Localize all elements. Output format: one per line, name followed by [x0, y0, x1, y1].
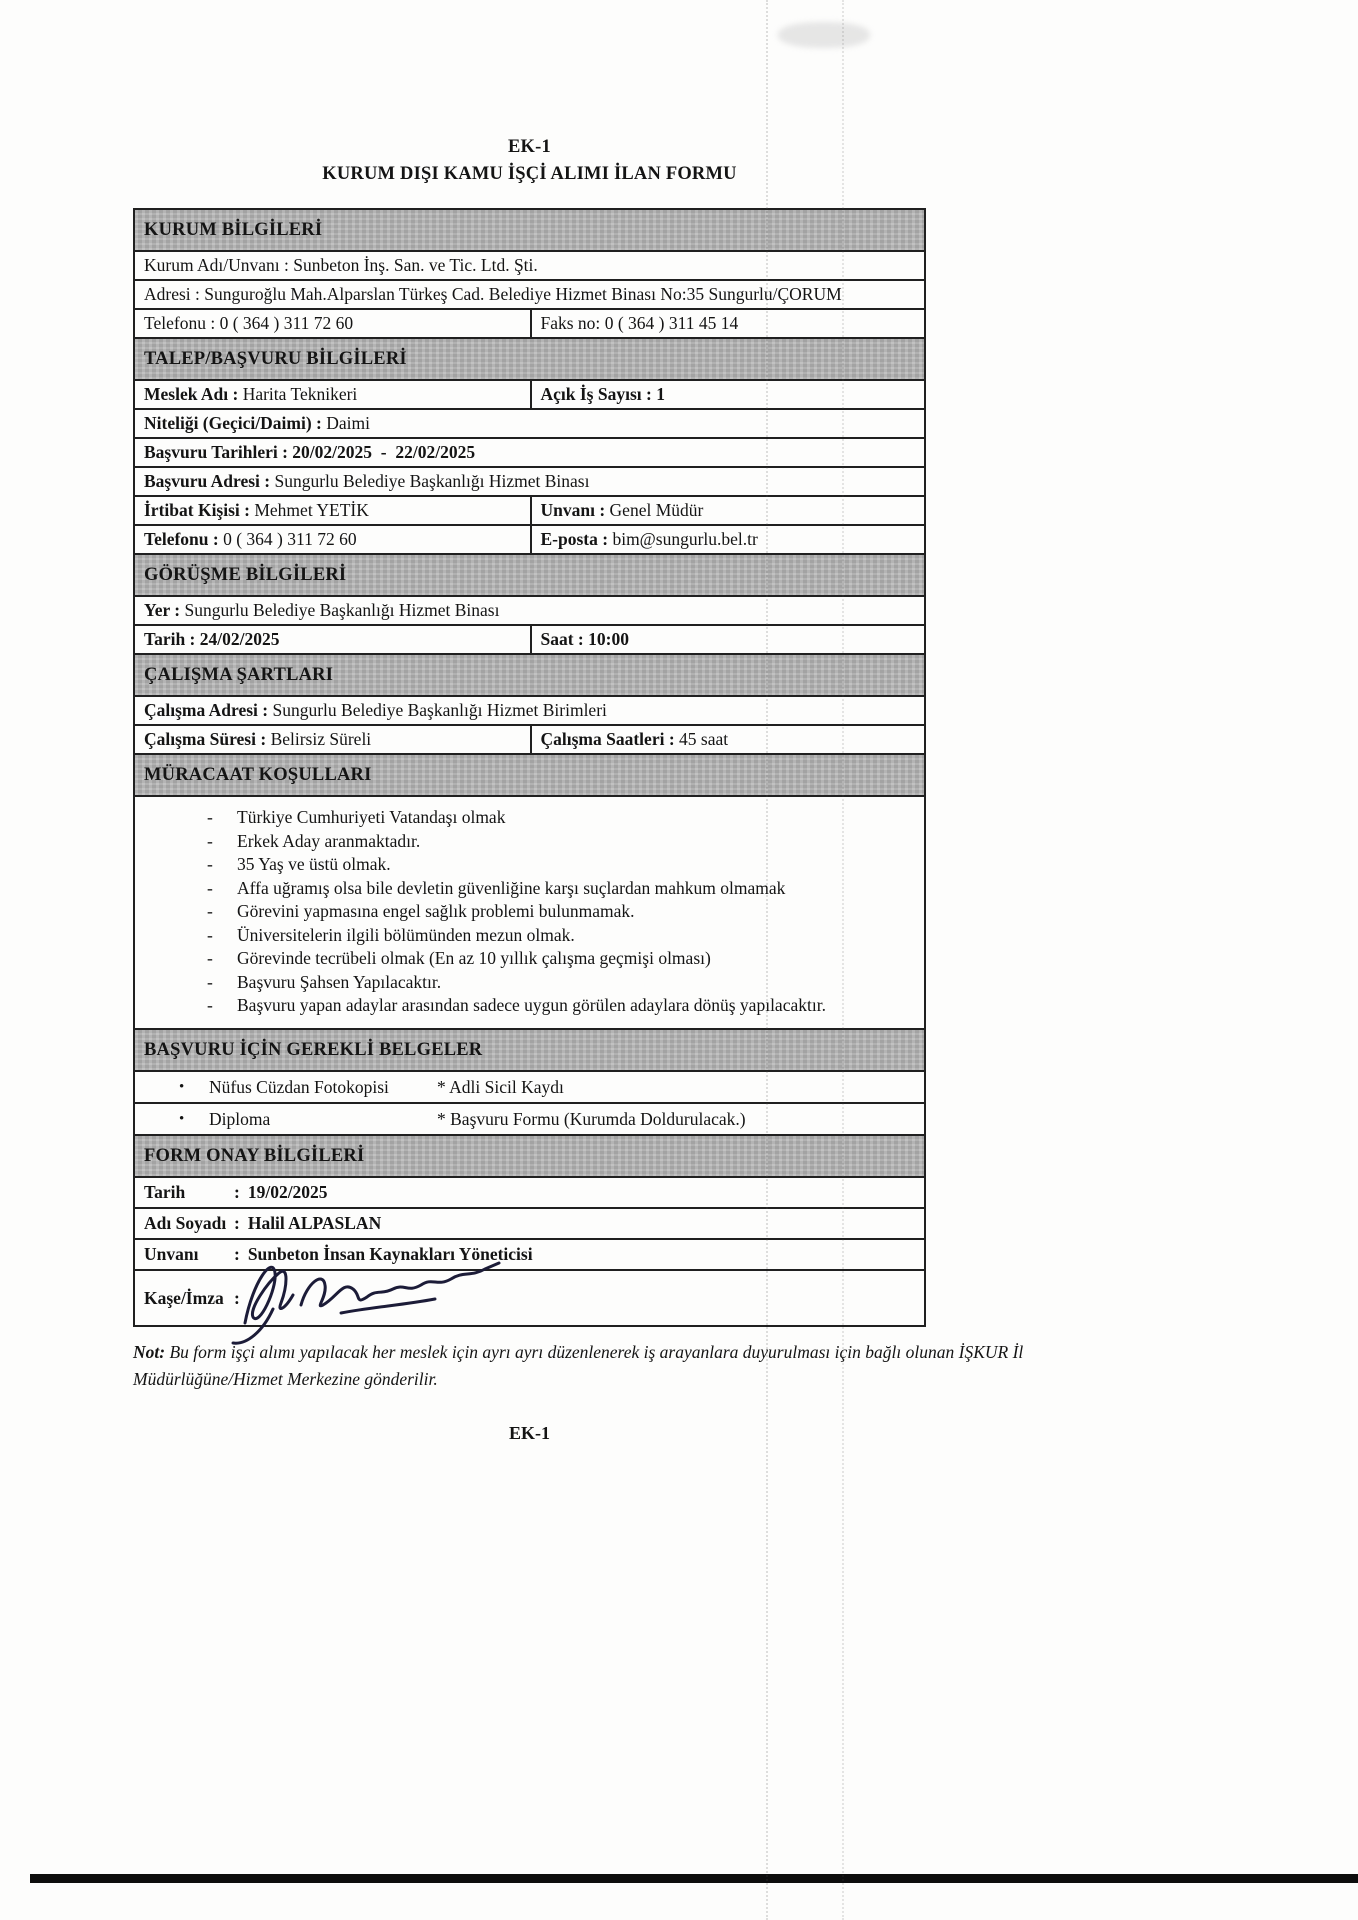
field-value: Sunguroğlu Mah.Alparslan Türkeş Cad. Belediye Hizmet Binası No:35 Sungurlu/ÇORUM	[204, 284, 842, 304]
field-label: Açık İş Sayısı :	[540, 384, 652, 404]
field-onay-unvan	[135, 1240, 924, 1269]
row-adresi	[135, 279, 924, 308]
dash-icon: -	[207, 948, 213, 968]
condition-text: Türkiye Cumhuriyeti Vatandaşı olmak	[237, 807, 506, 827]
row-yer	[135, 595, 924, 624]
field-label: İrtibat Kişisi :	[144, 500, 250, 520]
field-irtibat-kisisi	[135, 497, 530, 524]
field-value: 10:00	[588, 629, 629, 649]
dash-icon: -	[207, 830, 213, 851]
field-value: 0 ( 364 ) 311 45 14	[604, 313, 739, 333]
list-item	[135, 900, 914, 924]
condition-text: Görevinde tecrübeli olmak (En az 10 yıllık çalışma geçmişi olması)	[237, 948, 711, 968]
document-row	[135, 1102, 924, 1134]
colon-separator: :	[234, 1243, 240, 1264]
footnote-text: Bu form işçi alımı yapılacak her meslek için ayrı ayrı düzenlenerek iş arayanlara duyurulması için bağlı olunan İŞKUR İl Müdürlüğüne/Hizmet Merkezine gönderilir.	[133, 1341, 1024, 1389]
field-label: Faks no:	[540, 313, 601, 333]
field-unvani	[530, 497, 925, 524]
field-label: Unvanı :	[540, 500, 606, 520]
field-label: Unvanı	[144, 1243, 199, 1264]
footnote-label: Not:	[133, 1341, 166, 1362]
field-label: Başvuru Adresi :	[144, 471, 271, 491]
field-value: 0 ( 364 ) 311 72 60	[219, 313, 354, 333]
field-value: Sunbeton İnş. San. ve Tic. Ltd. Şti.	[293, 255, 538, 275]
field-value: 20/02/2025 - 22/02/2025	[292, 442, 476, 462]
field-kurum-adi	[135, 252, 924, 279]
field-value: Halil ALPASLAN	[247, 1212, 382, 1233]
field-label: E-posta :	[540, 529, 609, 549]
row-telefon-faks	[135, 308, 924, 337]
field-value: Sungurlu Belediye Başkanlığı Hizmet Binası	[274, 471, 590, 491]
field-telefon-talep	[135, 526, 530, 553]
field-label: Meslek Adı :	[144, 384, 239, 404]
row-kurum-adi	[135, 250, 924, 279]
dash-icon: -	[207, 924, 213, 945]
field-value: 1	[656, 384, 665, 404]
field-value: 24/02/2025	[199, 629, 280, 649]
row-niteligi	[135, 408, 924, 437]
field-acik-is-sayisi	[530, 381, 925, 408]
field-label: Niteliği (Geçici/Daimi) :	[144, 413, 322, 433]
field-value: Sunbeton İnsan Kaynakları Yöneticisi	[247, 1243, 533, 1264]
field-gorusme-saat	[530, 626, 925, 653]
scan-edge-bar-artifact	[30, 1874, 1358, 1883]
document-row	[135, 1070, 924, 1102]
field-adresi	[135, 281, 924, 308]
list-item	[135, 853, 914, 877]
colon-separator: :	[234, 1181, 240, 1202]
colon-separator: :	[234, 1287, 240, 1308]
field-label: Çalışma Süresi :	[144, 729, 267, 749]
dash-icon: -	[207, 877, 213, 898]
field-label: Telefonu :	[144, 529, 219, 549]
list-item	[135, 924, 914, 948]
field-basvuru-adresi	[135, 468, 924, 495]
dash-icon: -	[207, 971, 213, 992]
bullet-icon: •	[179, 1110, 185, 1127]
field-value: 45 saat	[679, 729, 729, 749]
field-value: bim@sungurlu.bel.tr	[612, 529, 758, 549]
condition-text: Üniversitelerin ilgili bölümünden mezun olmak.	[237, 924, 575, 945]
footnote	[133, 1339, 1143, 1393]
page-footer-code: EK-1	[508, 1422, 550, 1443]
conditions-list	[135, 806, 914, 1018]
field-value: Genel Müdür	[609, 500, 704, 520]
field-label: Adresi :	[144, 284, 200, 304]
row-tarih-saat	[135, 624, 924, 653]
row-calisma-adresi	[135, 695, 924, 724]
document-header	[133, 134, 926, 188]
field-label: Tarih	[144, 1181, 186, 1202]
field-label: Kaşe/İmza	[144, 1287, 224, 1308]
section-header-gerekli-belgeler: BAŞVURU İÇİN GEREKLİ BELGELER	[135, 1028, 924, 1070]
row-basvuru-tarihleri	[135, 437, 924, 466]
condition-text: 35 Yaş ve üstü olmak.	[237, 854, 391, 874]
row-onay-tarih	[135, 1176, 924, 1207]
section-header-gorusme: GÖRÜŞME BİLGİLERİ	[135, 553, 924, 595]
field-value: Harita Teknikeri	[242, 384, 358, 404]
list-item	[135, 877, 914, 901]
field-gorusme-tarih	[135, 626, 530, 653]
field-label: Kurum Adı/Unvanı :	[144, 255, 289, 275]
bullet-icon: •	[179, 1078, 185, 1095]
scan-smudge-artifact	[778, 22, 870, 48]
list-item	[135, 947, 914, 971]
document-item: Nüfus Cüzdan Fotokopisi	[209, 1076, 389, 1097]
field-label: Yer :	[144, 600, 181, 620]
field-meslek-adi	[135, 381, 530, 408]
field-calisma-suresi	[135, 726, 530, 753]
field-label: Çalışma Adresi :	[144, 700, 269, 720]
field-value: Mehmet YETİK	[254, 500, 369, 520]
colon-separator: :	[234, 1212, 240, 1233]
field-calisma-saatleri	[530, 726, 925, 753]
field-value: 19/02/2025	[247, 1181, 328, 1202]
list-item	[135, 830, 914, 854]
field-value: Belirsiz Süreli	[270, 729, 372, 749]
field-onay-adi-soyadi	[135, 1209, 924, 1238]
row-basvuru-adresi	[135, 466, 924, 495]
field-niteligi	[135, 410, 924, 437]
field-value: Daimi	[326, 413, 370, 433]
condition-text: Affa uğramış olsa bile devletin güvenliğine karşı suçlardan mahkum olmamak	[237, 877, 786, 898]
row-onay-unvan	[135, 1238, 924, 1269]
field-yer	[135, 597, 924, 624]
section-header-muracaat-kosullari: MÜRACAAT KOŞULLARI	[135, 753, 924, 795]
dash-icon: -	[207, 901, 213, 921]
document-item: Diploma	[209, 1108, 271, 1129]
document-content	[133, 134, 1024, 1444]
form-table	[133, 208, 926, 1327]
dash-icon: -	[207, 854, 213, 874]
field-kase-imza	[135, 1271, 924, 1325]
field-label: Tarih :	[144, 629, 196, 649]
field-label: Telefonu :	[144, 313, 216, 333]
field-label: Çalışma Saatleri :	[540, 729, 675, 749]
dash-icon: -	[207, 995, 213, 1015]
field-basvuru-tarihleri	[135, 439, 924, 466]
condition-text: Görevini yapmasına engel sağlık problemi bulunmamak.	[237, 901, 635, 921]
section-header-form-onay: FORM ONAY BİLGİLERİ	[135, 1134, 924, 1176]
field-value: Sungurlu Belediye Başkanlığı Hizmet Binası	[184, 600, 500, 620]
row-telefon-eposta	[135, 524, 924, 553]
section-header-calisma-sartlari: ÇALIŞMA ŞARTLARI	[135, 653, 924, 695]
form-code-title: EK-1	[508, 137, 551, 157]
condition-text: Başvuru Şahsen Yapılacaktır.	[237, 971, 442, 992]
field-calisma-adresi	[135, 697, 924, 724]
field-value: 0 ( 364 ) 311 72 60	[223, 529, 357, 549]
document-item-secondary: * Başvuru Formu (Kurumda Doldurulacak.)	[437, 1108, 746, 1129]
section-header-talep-basvuru: TALEP/BAŞVURU BİLGİLERİ	[135, 337, 924, 379]
field-faks	[530, 310, 925, 337]
conditions-cell	[135, 795, 924, 1028]
row-sure-saat	[135, 724, 924, 753]
document-item-secondary: * Adli Sicil Kaydı	[437, 1076, 564, 1097]
field-onay-tarih	[135, 1178, 924, 1207]
row-onay-adi-soyadi	[135, 1207, 924, 1238]
field-label: Başvuru Tarihleri :	[144, 442, 288, 462]
field-eposta	[530, 526, 925, 553]
field-label: Saat :	[540, 629, 584, 649]
row-irtibat-unvan	[135, 495, 924, 524]
field-telefon	[135, 310, 530, 337]
list-item	[135, 994, 914, 1018]
field-label: Adı Soyadı	[144, 1212, 227, 1233]
row-kase-imza	[135, 1269, 924, 1325]
section-header-kurum-bilgileri: KURUM BİLGİLERİ	[135, 210, 924, 250]
field-value: Sungurlu Belediye Başkanlığı Hizmet Birimleri	[272, 700, 607, 720]
form-main-title: KURUM DIŞI KAMU İŞÇİ ALIMI İLAN FORMU	[322, 164, 737, 184]
row-meslek-acikis	[135, 379, 924, 408]
list-item	[135, 806, 914, 830]
dash-icon: -	[207, 807, 213, 827]
condition-text: Başvuru yapan adaylar arasından sadece uygun görülen adaylara dönüş yapılacaktır.	[237, 995, 826, 1015]
condition-text: Erkek Aday aranmaktadır.	[237, 830, 421, 851]
list-item	[135, 971, 914, 995]
